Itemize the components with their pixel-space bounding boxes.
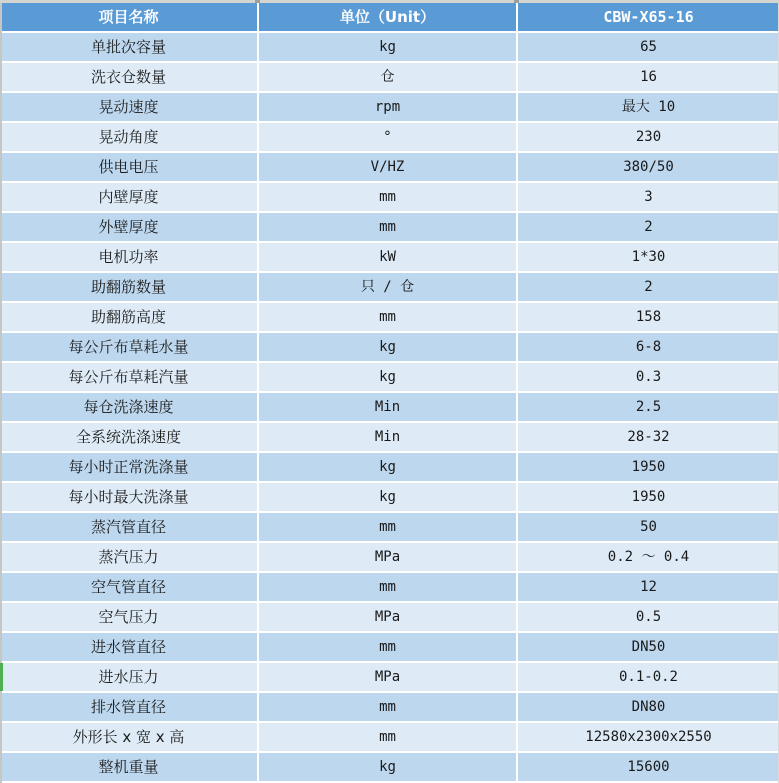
value-cell: 1950 (518, 453, 779, 481)
value-cell: 3 (518, 183, 779, 211)
table-row (0, 693, 779, 721)
header-model: CBW-X65-16 (518, 3, 779, 31)
unit-cell: MPa (259, 663, 516, 691)
unit-cell: Min (259, 423, 516, 451)
unit-cell: kg (259, 33, 516, 61)
unit-cell: mm (259, 303, 516, 331)
table-row (0, 153, 779, 181)
item-name-cell: 助翻筋高度 (0, 303, 257, 331)
item-name-cell: 单批次容量 (0, 33, 257, 61)
table-row (0, 213, 779, 241)
table-row (0, 513, 779, 541)
unit-cell: kW (259, 243, 516, 271)
spec-table (0, 3, 779, 781)
table-row (0, 63, 779, 91)
unit-cell: mm (259, 693, 516, 721)
table-row (0, 273, 779, 301)
item-name-cell: 每小时最大洗涤量 (0, 483, 257, 511)
column-boundary-tick (255, 0, 260, 3)
table-row (0, 603, 779, 631)
value-cell: 2.5 (518, 393, 779, 421)
item-name-cell: 供电电压 (0, 153, 257, 181)
table-row (0, 393, 779, 421)
value-cell: 1950 (518, 483, 779, 511)
item-name-cell: 每公斤布草耗水量 (0, 333, 257, 361)
unit-cell: kg (259, 483, 516, 511)
value-cell: 65 (518, 33, 779, 61)
value-cell: 28-32 (518, 423, 779, 451)
table-row (0, 303, 779, 331)
item-name-cell: 每小时正常洗涤量 (0, 453, 257, 481)
item-name-cell: 空气管直径 (0, 573, 257, 601)
table-row (0, 753, 779, 781)
table-row (0, 453, 779, 481)
top-gridline-strip (0, 0, 779, 3)
value-cell: 2 (518, 273, 779, 301)
table-row (0, 123, 779, 151)
table-row (0, 573, 779, 601)
unit-cell: mm (259, 573, 516, 601)
unit-cell: mm (259, 633, 516, 661)
value-cell: DN50 (518, 633, 779, 661)
value-cell: 158 (518, 303, 779, 331)
unit-cell: mm (259, 723, 516, 751)
item-name-cell: 晃动速度 (0, 93, 257, 121)
value-cell: 1*30 (518, 243, 779, 271)
table-row (0, 483, 779, 511)
unit-cell: 只 / 仓 (259, 273, 516, 301)
unit-cell: MPa (259, 603, 516, 631)
unit-cell: ° (259, 123, 516, 151)
unit-cell: kg (259, 453, 516, 481)
item-name-cell: 洗衣仓数量 (0, 63, 257, 91)
item-name-cell: 每公斤布草耗汽量 (0, 363, 257, 391)
unit-cell: mm (259, 183, 516, 211)
table-row (0, 183, 779, 211)
item-name-cell: 助翻筋数量 (0, 273, 257, 301)
item-name-cell: 蒸汽压力 (0, 543, 257, 571)
table-row (0, 243, 779, 271)
unit-cell: 仓 (259, 63, 516, 91)
unit-cell: V/HZ (259, 153, 516, 181)
value-cell: 15600 (518, 753, 779, 781)
value-cell: 0.3 (518, 363, 779, 391)
table-row (0, 363, 779, 391)
unit-cell: mm (259, 513, 516, 541)
value-cell: 12580x2300x2550 (518, 723, 779, 751)
item-name-cell: 外壁厚度 (0, 213, 257, 241)
item-name-cell: 排水管直径 (0, 693, 257, 721)
header-unit: 单位（Unit） (259, 3, 516, 31)
table-row (0, 93, 779, 121)
value-cell: 12 (518, 573, 779, 601)
table-row (0, 543, 779, 571)
item-name-cell: 外形长 x 宽 x 高 (0, 723, 257, 751)
table-row (0, 33, 779, 61)
item-name-cell: 全系统洗涤速度 (0, 423, 257, 451)
item-name-cell: 电机功率 (0, 243, 257, 271)
item-name-cell: 进水压力 (0, 663, 257, 691)
table-row (0, 423, 779, 451)
unit-cell: rpm (259, 93, 516, 121)
item-name-cell: 内壁厚度 (0, 183, 257, 211)
unit-cell: mm (259, 213, 516, 241)
item-name-cell: 晃动角度 (0, 123, 257, 151)
value-cell: DN80 (518, 693, 779, 721)
table-row (0, 723, 779, 751)
value-cell: 2 (518, 213, 779, 241)
value-cell: 6-8 (518, 333, 779, 361)
unit-cell: MPa (259, 543, 516, 571)
table-row (0, 663, 779, 691)
row-green-marker (0, 663, 3, 691)
header-item-name: 项目名称 (0, 3, 257, 31)
item-name-cell: 进水管直径 (0, 633, 257, 661)
unit-cell: kg (259, 753, 516, 781)
value-cell: 230 (518, 123, 779, 151)
table-row (0, 633, 779, 661)
table-row (0, 333, 779, 361)
item-name-cell: 空气压力 (0, 603, 257, 631)
value-cell: 0.5 (518, 603, 779, 631)
column-boundary-tick (514, 0, 519, 3)
table-header-row (0, 3, 779, 31)
value-cell: 380/50 (518, 153, 779, 181)
value-cell: 0.2 ～ 0.4 (518, 543, 779, 571)
value-cell: 16 (518, 63, 779, 91)
value-cell: 50 (518, 513, 779, 541)
item-name-cell: 整机重量 (0, 753, 257, 781)
unit-cell: kg (259, 363, 516, 391)
item-name-cell: 每仓洗涤速度 (0, 393, 257, 421)
unit-cell: kg (259, 333, 516, 361)
value-cell: 0.1-0.2 (518, 663, 779, 691)
value-cell: 最大 10 (518, 93, 779, 121)
unit-cell: Min (259, 393, 516, 421)
item-name-cell: 蒸汽管直径 (0, 513, 257, 541)
